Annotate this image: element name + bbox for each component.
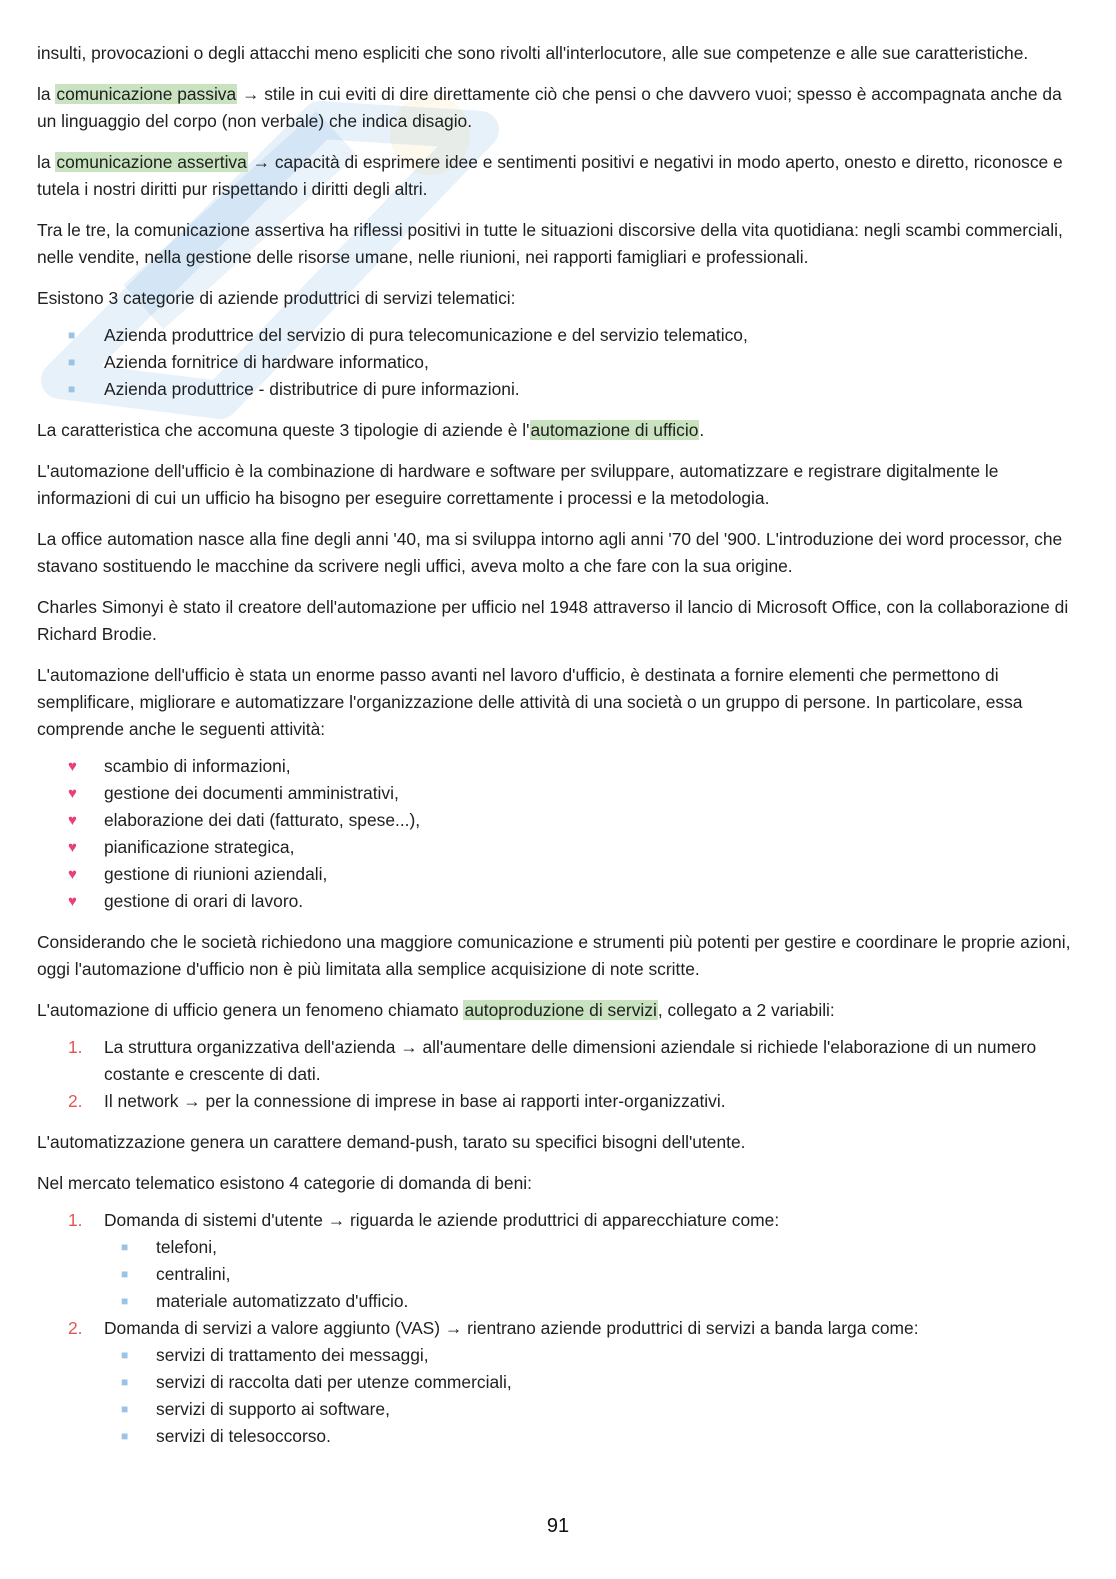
paragraph: Charles Simonyi è stato il creatore dell'automazione per ufficio nel 1948 attraverso il lancio di Microsoft Office, con la collaborazione di Richard Brodie. — [37, 597, 1069, 644]
sub-list-item: ■ centralini, — [37, 1261, 1077, 1288]
square-bullet-icon: ■ — [121, 1240, 129, 1254]
paragraph: Considerando che le società richiedono una maggiore comunicazione e strumenti più potenti per gestire e coordinare le proprie azioni, oggi l'automazione d'ufficio non è più limitata alla semplice acquisizione di note scritte. — [37, 932, 1071, 979]
variabili-list — [37, 1034, 1077, 1115]
list-item: ■ Azienda fornitrice di hardware informatico, — [37, 349, 1077, 376]
paragraph: L'automazione dell'ufficio è stata un enorme passo avanti nel lavoro d'ufficio, è destinata a fornire elementi che permettono di semplificare, migliorare e automatizzare l'organizzazione delle attività di una società o un gruppo di persone. In particolare, essa comprende anche le seguenti attività: — [37, 665, 1023, 739]
list-item: 1. Domanda di sistemi d'utente → riguarda le aziende produttrici di apparecchiature come: — [37, 1207, 1077, 1234]
paragraph: Nel mercato telematico esistono 4 categorie di domanda di beni: — [37, 1173, 532, 1193]
list-item: ■ Azienda produttrice - distributrice di pure informazioni. — [37, 376, 1077, 403]
paragraph: Tra le tre, la comunicazione assertiva ha riflessi positivi in tutte le situazioni discorsive della vita quotidiana: negli scambi commerciali, nelle vendite, nella gestione delle risorse umane, nelle riunioni, nei rapporti famigliari e professionali. — [37, 220, 1063, 267]
highlight: automazione di ufficio — [530, 420, 699, 440]
paragraph: Esistono 3 categorie di aziende produttrici di servizi telematici: — [37, 288, 516, 308]
domanda-list — [37, 1207, 1077, 1450]
highlight: autoproduzione di servizi — [464, 1000, 657, 1020]
sub-list-item: ■ servizi di supporto ai software, — [37, 1396, 1077, 1423]
paragraph: L'automazione dell'ufficio è la combinazione di hardware e software per sviluppare, automatizzare e registrare digitalmente le informazioni di cui un ufficio ha bisogno per eseguire correttamente i processi e la metodologia. — [37, 461, 999, 508]
list-item: ♥ gestione di orari di lavoro. — [37, 888, 1077, 915]
list-item: ♥ gestione di riunioni aziendali, — [37, 861, 1077, 888]
sub-list-item: ■ telefoni, — [37, 1234, 1077, 1261]
list-number: 2. — [68, 1091, 83, 1111]
heart-bullet-icon: ♥ — [68, 758, 77, 775]
square-bullet-icon: ■ — [68, 382, 76, 396]
square-bullet-icon: ■ — [121, 1267, 129, 1281]
list-item: ♥ pianificazione strategica, — [37, 834, 1077, 861]
list-item: 2. Il network → per la connessione di imprese in base ai rapporti inter-organizzativi. — [37, 1088, 1077, 1115]
list-item: ♥ elaborazione dei dati (fatturato, spese...), — [37, 807, 1077, 834]
list-number: 1. — [68, 1210, 83, 1230]
list-number: 1. — [68, 1037, 83, 1057]
heart-bullet-icon: ♥ — [68, 893, 77, 910]
page-number: 91 — [546, 1515, 570, 1537]
paragraph: insulti, provocazioni o degli attacchi meno espliciti che sono rivolti all'interlocutore, alle sue competenze e alle sue caratteristiche. — [37, 43, 1029, 63]
square-bullet-icon: ■ — [121, 1429, 129, 1443]
sub-list-item: ■ servizi di telesoccorso. — [37, 1423, 1077, 1450]
aziende-list — [37, 322, 1077, 403]
square-bullet-icon: ■ — [68, 355, 76, 369]
square-bullet-icon: ■ — [68, 328, 76, 342]
document-page — [37, 40, 1077, 1464]
highlight: comunicazione passiva — [56, 84, 237, 104]
sub-list-item: ■ materiale automatizzato d'ufficio. — [37, 1288, 1077, 1315]
attivita-list — [37, 753, 1077, 915]
paragraph-autoproduzione: L'automazione di ufficio genera un fenomeno chiamato autoproduzione di servizi, collegato a 2 variabili: — [37, 1000, 835, 1020]
list-item: ♥ scambio di informazioni, — [37, 753, 1077, 780]
paragraph: La office automation nasce alla fine degli anni '40, ma si sviluppa intorno agli anni '70 del '900. L'introduzione dei word processor, che stavano sostituendo le macchine da scrivere negli uffici, aveva molto a che fare con la sua origine. — [37, 529, 1063, 576]
list-item: 1. La struttura organizzativa dell'azienda → all'aumentare delle dimensioni aziendale si richiede l'elaborazione di un numero costante e crescente di dati. — [37, 1034, 1077, 1088]
list-item: ■ Azienda produttrice del servizio di pura telecomunicazione e del servizio telematico, — [37, 322, 1077, 349]
highlight: comunicazione assertiva — [56, 152, 247, 172]
paragraph-automazione: La caratteristica che accomuna queste 3 tipologie di aziende è l'automazione di ufficio. — [37, 420, 705, 440]
square-bullet-icon: ■ — [121, 1402, 129, 1416]
heart-bullet-icon: ♥ — [68, 866, 77, 883]
list-number: 2. — [68, 1318, 83, 1338]
sub-list-item: ■ servizi di trattamento dei messaggi, — [37, 1342, 1077, 1369]
sub-list-item: ■ servizi di raccolta dati per utenze commerciali, — [37, 1369, 1077, 1396]
list-item: ♥ gestione dei documenti amministrativi, — [37, 780, 1077, 807]
square-bullet-icon: ■ — [121, 1348, 129, 1362]
paragraph-comunicazione-passiva: la comunicazione passiva → stile in cui eviti di dire direttamente ciò che pensi o che davvero vuoi; spesso è accompagnata anche da un linguaggio del corpo (non verbale) che indica disagio. — [37, 84, 1062, 131]
paragraph-comunicazione-assertiva: la comunicazione assertiva → capacità di esprimere idee e sentimenti positivi e negativi in modo aperto, onesto e diretto, riconosce e tutela i nostri diritti pur rispettando i diritti degli altri. — [37, 152, 1063, 199]
square-bullet-icon: ■ — [121, 1294, 129, 1308]
heart-bullet-icon: ♥ — [68, 839, 77, 856]
square-bullet-icon: ■ — [121, 1375, 129, 1389]
heart-bullet-icon: ♥ — [68, 785, 77, 802]
list-item: 2. Domanda di servizi a valore aggiunto (VAS) → rientrano aziende produttrici di servizi a banda larga come: — [37, 1315, 1077, 1342]
heart-bullet-icon: ♥ — [68, 812, 77, 829]
paragraph: L'automatizzazione genera un carattere demand-push, tarato su specifici bisogni dell'utente. — [37, 1132, 746, 1152]
